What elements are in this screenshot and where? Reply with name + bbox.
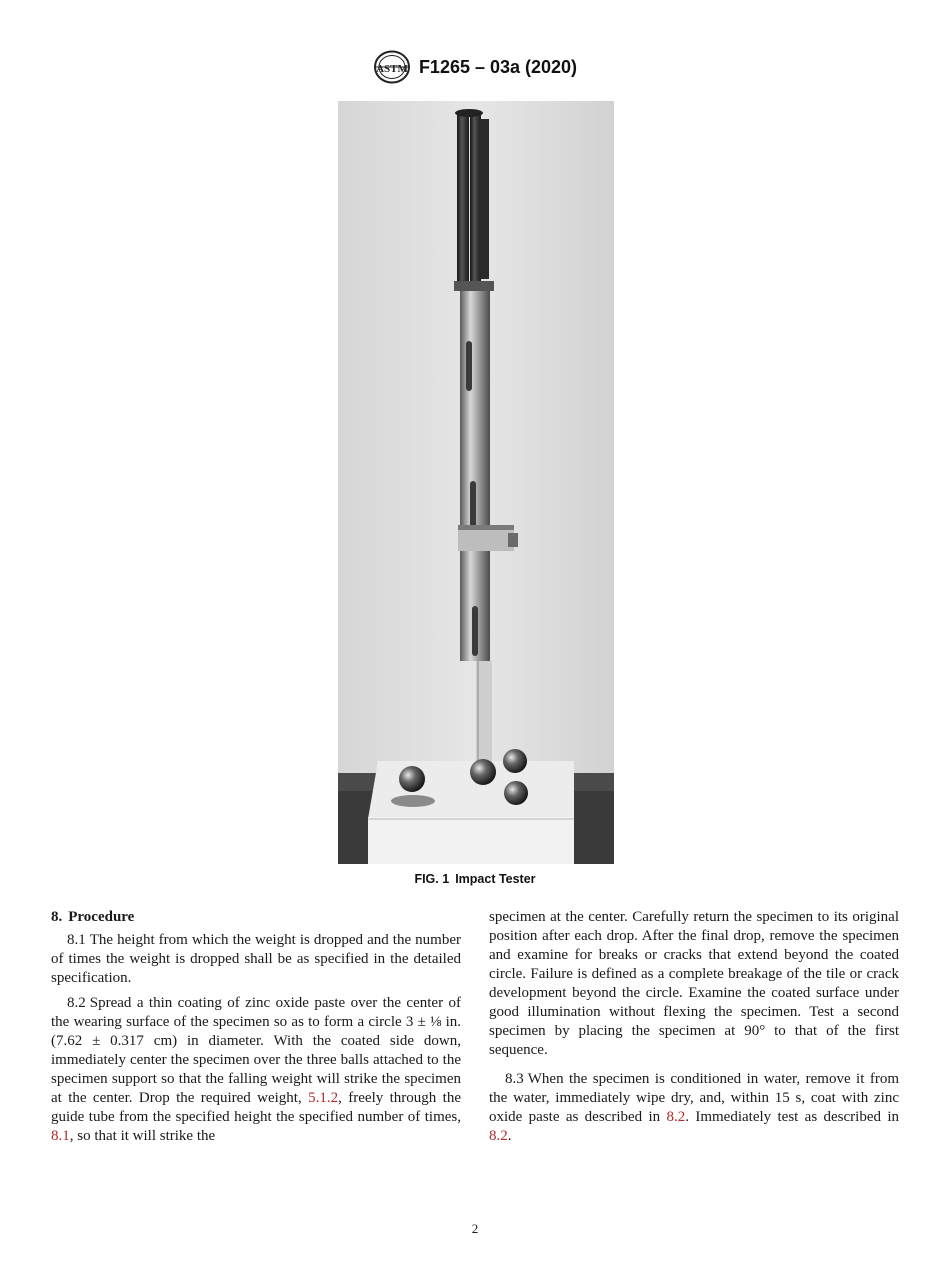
astm-logo (373, 50, 411, 84)
right-column (489, 908, 899, 1152)
paragraph-8-2 (51, 994, 461, 1146)
page-header (0, 50, 950, 84)
section-number: 8. (51, 909, 63, 925)
xref-link-8-1[interactable]: 8.1 (51, 1128, 70, 1144)
paragraph-text: . Immediately test as described in (685, 1109, 899, 1125)
paragraph-number: 8.2 (67, 995, 86, 1011)
paragraph-text: When the specimen is conditioned in water, remove it from the water, immediately wipe dry, and, within 15 s, coat with zinc oxide paste as described in (489, 1071, 899, 1125)
paragraph-text: , so that it will strike the (69, 1128, 216, 1144)
astm-logo-text: ASTM (376, 63, 408, 75)
page-number: 2 (471, 1221, 479, 1236)
standard-designation: F1265 – 03a (2020) (418, 56, 578, 77)
paragraph-8-3 (489, 1070, 899, 1146)
figure-title: Impact Tester (455, 872, 536, 886)
xref-link-5-1-2[interactable]: 5.1.2 (308, 1090, 339, 1106)
figure-caption (0, 872, 950, 886)
paragraph-8-2-continued: specimen at the center. Carefully return the specimen to its original position after each drop. After the final drop, remove the specimen and examine for breaks or cracks that extend beyond the coated circle. Failure is defined as a complete breakage of the tile or crack development beyond the circle. Examine the coated surface under good illumination without flexing the specimen. Test a second specimen by placing the specimen at 90° to that of the first sequence. (489, 909, 899, 1058)
paragraph-text: . (507, 1128, 512, 1144)
figure-label: FIG. 1 (414, 872, 450, 886)
xref-link-8-2[interactable]: 8.2 (489, 1128, 508, 1144)
section-title: Procedure (68, 909, 135, 925)
paragraph-text: The height from which the weight is dropped and the number of times the weight is dropped shall be as specified in the detailed specification. (51, 932, 461, 986)
left-column (51, 908, 461, 1152)
xref-link-8-2[interactable]: 8.2 (666, 1109, 686, 1125)
impact-tester-photo (338, 101, 614, 864)
paragraph-8-1 (51, 931, 461, 988)
section-heading (51, 908, 461, 927)
paragraph-number: 8.1 (67, 932, 86, 948)
paragraph-text: , freely through the guide tube from the specified height the specified number of times, (51, 1090, 461, 1125)
paragraph-number: 8.3 (505, 1071, 524, 1087)
paragraph-text: Spread a thin coating of zinc oxide paste over the center of the wearing surface of the specimen so as to form a circle 3 ± ⅛ in. (7.62 ± 0.317 cm) in diameter. With the coated side down, immediately center the specimen over the three balls attached to the specimen support so that the falling weight will strike the specimen at the center. Drop the required weight, (51, 995, 461, 1106)
